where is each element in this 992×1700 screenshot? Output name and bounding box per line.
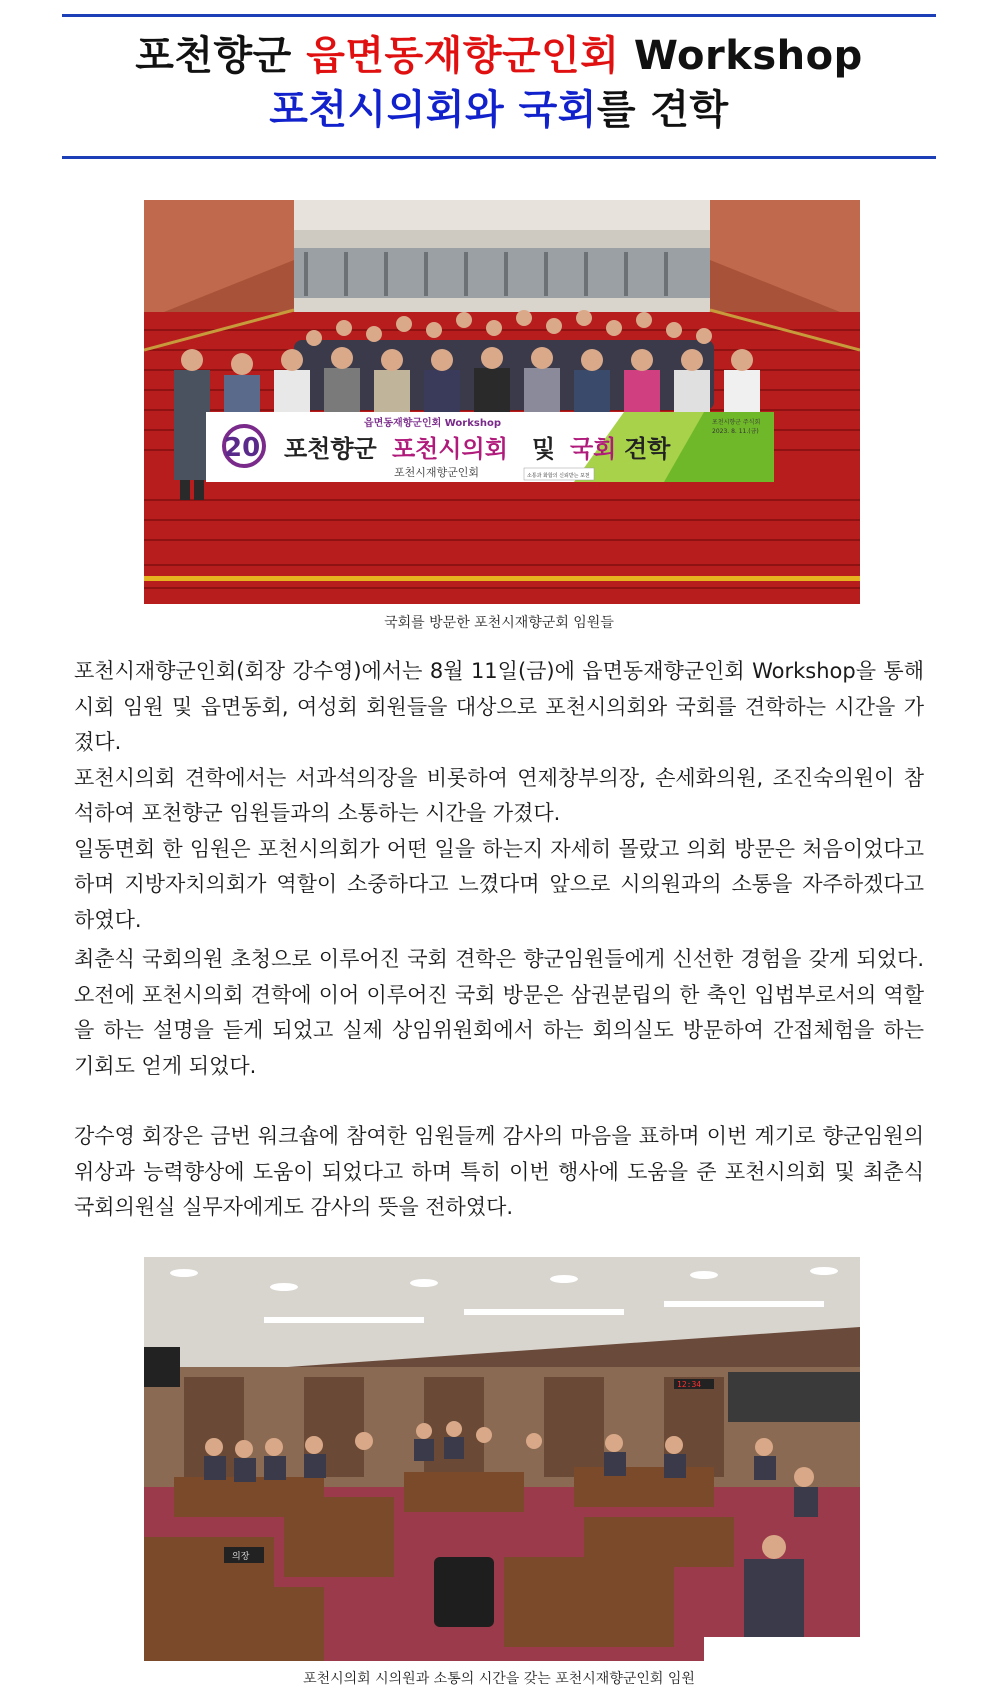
banner-org: 포천시재향군인회 [394,466,480,479]
paragraph: 최춘식 국회의원 초청으로 이루어진 국회 견학은 향군임원들에게 신선한 경험을 갖게 되었다. 오전에 포천시의회 견학에 이어 이루어진 국회 방문은 삼권분립의 한 축인 입법부로서의 역할을 하는 설명을 듣게 되었고 실제 상임위원회에서 하는 회의실도 방문하여 간접체험을 하는 기회도 얻게 되었다. [74,947,924,1078]
banner-subtitle: 읍면동재향군인회 Workshop [364,418,501,429]
council-photo [144,1257,860,1661]
paragraph: 포천시재향군인회(회장 강수영)에서는 8월 11일(금)에 읍면동재향군인회 Workshop을 통해 시회 임원 및 읍면동회, 여성회 회원들을 대상으로 포천시의회와 국회를 견학하는 시간을 가졌다. [74,659,924,754]
photo1-caption: 국회를 방문한 포천시재향군회 임원들 [384,615,614,631]
title-line-2 [62,86,936,134]
title-part-red: 읍면동재향군인회 [306,33,620,79]
banner-text: 포천시의회 [392,435,508,463]
article-body [74,654,924,1226]
title-line-1 [62,32,936,80]
paragraph: 포천시의회 견학에서는 서과석의장을 비롯하여 연제창부의장, 손세화의원, 조진숙의원이 참석하여 포천향군 임원들과의 소통하는 시간을 가졌다. [74,765,924,825]
title-part-blue: 포천시의회와 [269,87,505,133]
title-part: Workshop [633,33,863,79]
banner-text: 및 [532,435,556,463]
banner-anniversary-number: 20 [224,433,261,463]
bottom-rule [62,156,936,159]
paragraph: 일동면회 한 임원은 포천시의회가 어떤 일을 하는지 자세히 몰랐고 의회 방문은 처음이었다고 하며 지방자치의회가 역할이 소중하다고 느꼈다며 앞으로 시의원과의 소통을 자주하겠다고 하였다. [74,836,924,932]
banner-slogan: 소통과 화합의 신뢰받는 포천 [527,473,590,479]
banner-date: 2023. 8. 11.(금) [712,428,759,435]
title-part: 포천향군 [135,33,292,79]
paragraph: 강수영 회장은 금번 워크숍에 참여한 임원들께 감사의 마음을 표하며 이번 계기로 향군임원의 위상과 능력향상에 도움이 되었다고 하며 특히 이번 행사에 도움을 준 포천시의회 및 최춘식 국회의원실 실무자에게도 감사의 뜻을 전하였다. [74,1124,924,1219]
top-rule [62,14,936,17]
nameplate: 의장 [232,1552,250,1562]
photo2-caption: 포천시의회 시의원과 소통의 시간을 갖는 포천시재향군인회 임원 [303,1671,695,1687]
banner-text: 견학 [624,435,671,463]
banner-text: 포천향군 [284,435,377,463]
clock-display: 12:34 [677,1380,702,1389]
group-photo [144,200,860,604]
banner-date: 포천시향군 주식회 [712,419,761,426]
title-part: 를 견학 [596,87,729,133]
title-part-blue: 국회 [518,87,597,133]
banner-text: 국회 [570,435,617,463]
